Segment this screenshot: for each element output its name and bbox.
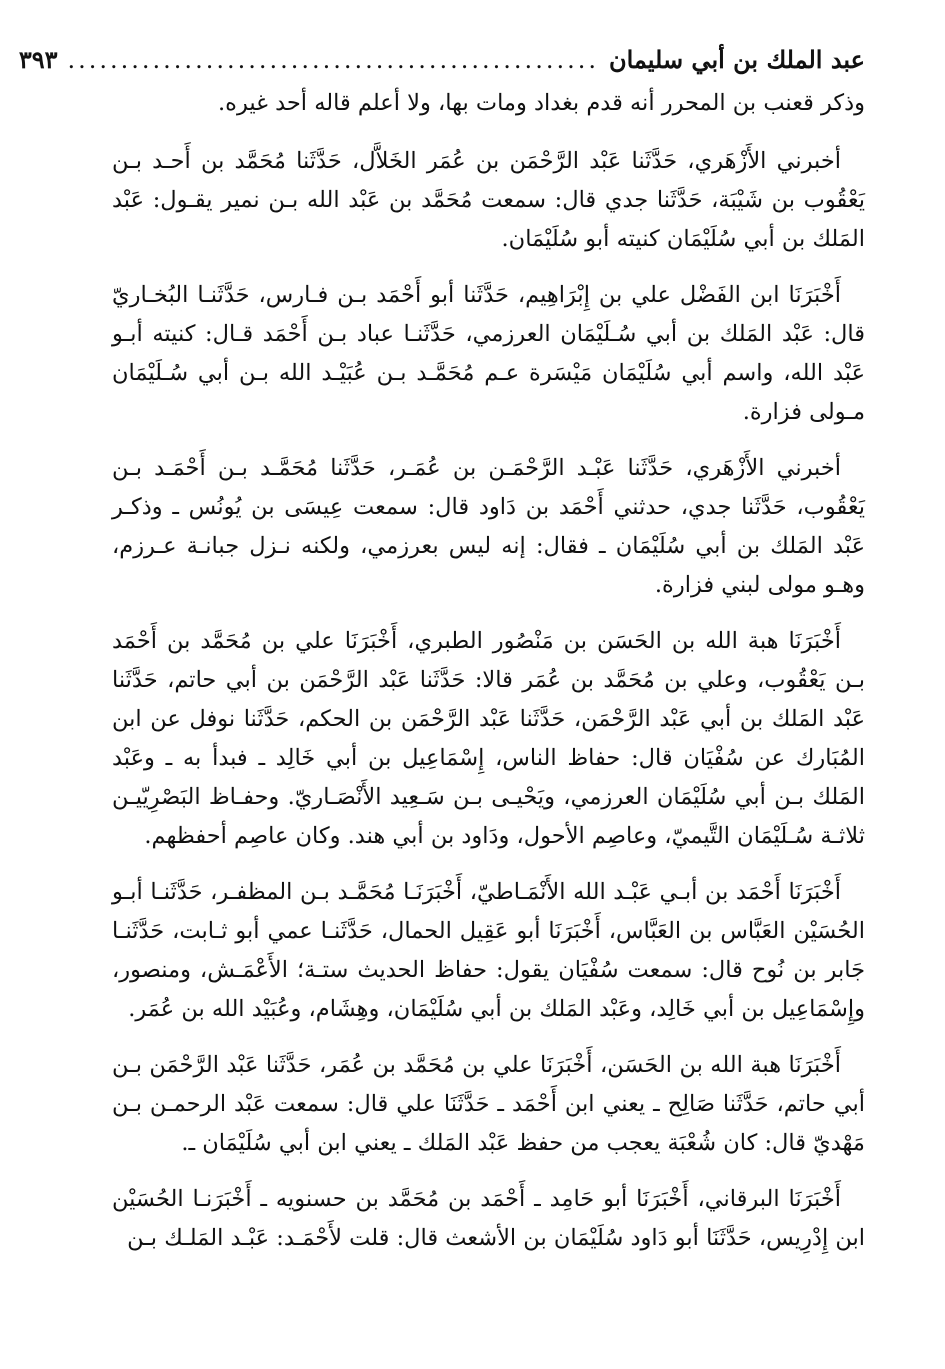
page-header [18,40,865,84]
paragraph: أخبرني الأَزْهَري، حَدَّثَنا عَبْـد الرَّحْمَـن بن عُمَـر، حَدَّثَنا مُحَمَّـد بـن أَحْمَـد بـن يَعْقُوب، حَدَّثَنا جدي، حدثني أَحْمَد بن دَاود قال: سمعت عِيسَى بن يُونُس ـ وذكـر عَبْد المَلك بن أبي سُلَيْمَان ـ فقال: إنه ليس بعرزمي، ولكنه نـزل جبانـة عـرزم، وهـو مولى لبني فزارة. [112,455,865,598]
header-dot-leader: .................................................. [67,46,599,74]
running-title: عبد الملك بن أبي سليمان [608,45,865,74]
paragraph: أَخْبَرَنَا ابن الفَضْل علي بن إِبْرَاهِيم، حَدَّثَنا أبو أَحْمَد بـن فـارس، حَدَّثَنـا البُخـاريّ قال: عَبْد المَلك بن أبي سُـلَيْمَان العرزمي، حَدَّثَنـا عباد بـن أَحْمَد قـال: كنيته أبـو عَبْد الله، واسم أبي سُلَيْمَان مَيْسَرة عـم مُحَمَّـد بـن عُبَيْـد الله بـن أبي سُـلَيْمَان مـولى فزارة. [112,282,865,425]
paragraph: أَخْبَرَنَا هبة الله بن الحَسَن، أَخْبَرَنَا علي بن مُحَمَّد بن عُمَر، حَدَّثَنا عَبْد الرَّحْمَن بـن أبي حاتم، حَدَّثَنا صَالِح ـ يعني ابن أَحْمَد ـ حَدَّثَنَا علي قال: سمعت عَبْد الرحمـن بـن مَهْديّ قال: كان شُعْبَة يعجب من حفظ عَبْد المَلك ـ يعني ابن أبي سُلَيْمَان ـ. [112,1052,865,1156]
paragraph: وذكر قعنب بن المحرر أنه قدم بغداد ومات بها، ولا أعلم قاله أحد غيره. [218,90,865,116]
page-number: ٣٩٣ [18,45,58,74]
page-body [112,84,865,1258]
paragraph: أَخْبَرَنَا هبة الله بن الحَسَن بن مَنْصُور الطبري، أَخْبَرَنَا علي بن مُحَمَّد بن أَحْمَد بـن يَعْقُوب، وعلي بن مُحَمَّد بن عُمَر قالا: حَدَّثَنا عَبْد الرَّحْمَن بن أبي حاتم، حَدَّثَنا عَبْد المَلك بن أبي عَبْد الرَّحْمَن، حَدَّثَنا عَبْد الرَّحْمَن بن الحكم، حَدَّثَنا نوفل عن ابن المُبَارك عن سُفْيَان قال: حفاظ الناس، إِسْمَاعِيل بن أبي خَالِد ـ فبدأ به ـ وعَبْد المَلك بـن أبي سُلَيْمَان العرزمي، ويَحْيـى بـن سَـعِيد الأَنْصَـاريّ. وحفـاظ البَصْرِيّيـن ثلاثـة سُـلَيْمَان التَّيميّ، وعاصِم الأحول، ودَاود بن أبي هند. وكان عاصِم أحفظهم. [112,628,865,849]
paragraph: أخبرني الأَزْهَري، حَدَّثَنا عَبْد الرَّحْمَن بن عُمَر الخَلاَّل، حَدَّثَنا مُحَمَّد بن أَحـد بـن يَعْقُوب بن شَيْبَة، حَدَّثَنا جدي قال: سمعت مُحَمَّد بن عَبْد الله بـن نمير يقـول: عَبْد المَلك بن أبي سُلَيْمَان كنيته أبو سُلَيْمَان. [112,148,865,252]
paragraph: أَخْبَرَنَا البرقاني، أَخْبَرَنَا أبو حَامِد ـ أَحْمَد بن مُحَمَّد بن حسنويه ـ أَخْبَرَنـا الحُسَيْن ابن إِدْرِيس، حَدَّثَنَا أبو دَاود سُلَيْمَان بن الأشعث قال: قلت لأَحْمَـد: عَبْـد المَلـك بـن [112,1186,865,1251]
paragraph: أَخْبَرَنَا أَحْمَد بن أبـي عَبْـد الله الأَنْمَـاطيّ، أَخْبَرَنَـا مُحَمَّـد بـن المظفـر، حَدَّثَنـا أبـو الحُسَيْن العَبَّاس بن العَبَّاس، أَخْبَرَنَا أبو عَقِيل الحمال، حَدَّثَنـا عمي أبو ثـابت، حَدَّثَنـا جَابر بن نُوح قال: سمعت سُفْيَان يقول: حفاظ الحديث ستـة؛ الأَعْمَـش، ومنصور، وإِسْمَاعِيل بن أبي خَالِد، وعَبْد المَلك بن أبي سُلَيْمَان، وهِشَام، وعُبَيْد الله بن عُمَر. [112,879,865,1022]
